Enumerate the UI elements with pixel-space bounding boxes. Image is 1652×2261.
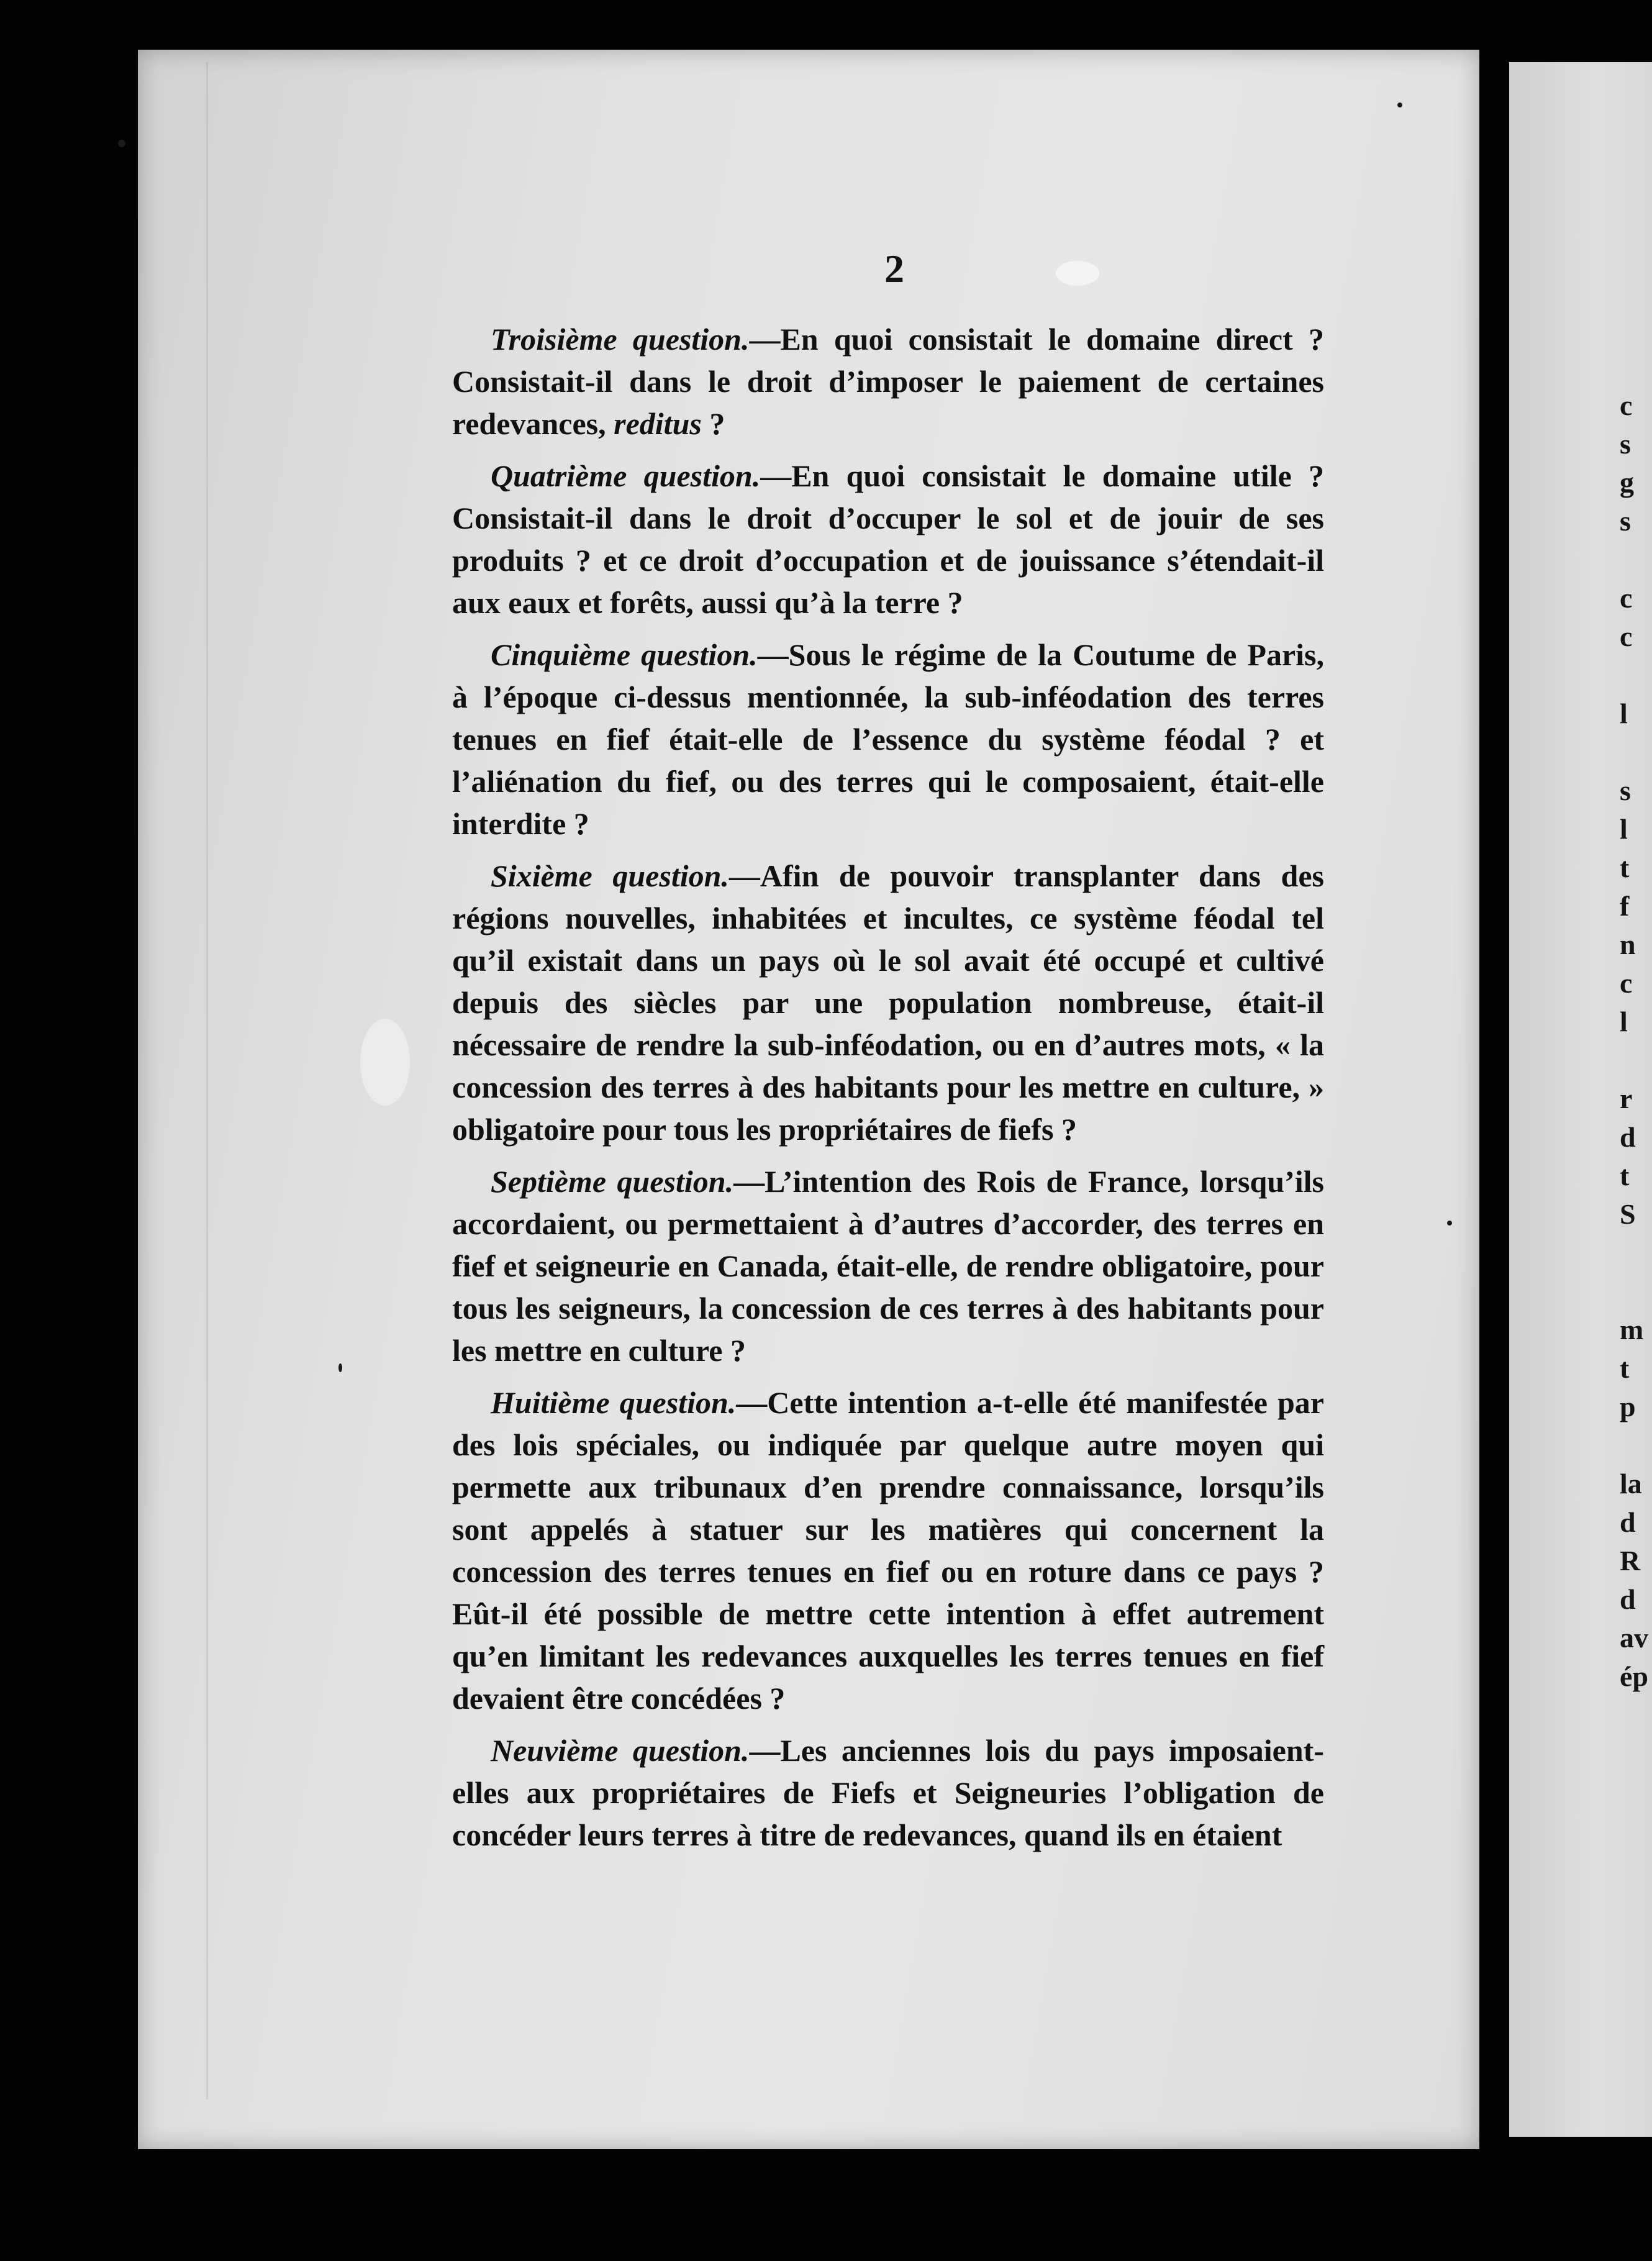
paragraph-question-3 — [452, 318, 1324, 445]
paragraph-question-4 — [452, 455, 1324, 624]
paragraph-question-6 — [452, 855, 1324, 1150]
scan-speck — [1447, 1221, 1452, 1226]
question-text: —Cette intention a-t-elle été manifestée par des lois spéciales, ou indiquée par quelque autre moyen qui permette aux tribunaux d’en prendre connaissance, lorsqu’ils sont appelés à statuer sur les matières qui concernent la concession des terres tenues en fief ou en roture dans ce pays ? Eût-il été possible de mettre cette intention à effet autrement qu’en limitant les redevances auxquelles les terres tenues en fief devaient être concédées ? — [452, 1385, 1324, 1716]
paragraph-question-9 — [452, 1729, 1324, 1856]
question-label: Neuvième question. — [491, 1733, 750, 1768]
question-label: Sixième question. — [491, 858, 729, 893]
body-text — [452, 318, 1324, 1866]
paragraph-question-5 — [452, 634, 1324, 845]
scan-speck — [118, 140, 125, 147]
question-text: —En quoi consistait le domaine utile ? Consistait-il dans le droit d’occuper le sol et de jouir de ses produits ? et ce droit d’occupation et de jouissance s’étendait-il aux eaux et forêts, aussi qu’à la terre ? — [452, 458, 1325, 620]
scan-speck — [1397, 102, 1402, 107]
scan-speck — [1056, 261, 1099, 286]
scan-speck — [338, 1363, 342, 1372]
question-text: —Les anciennes lois du pays imposaient-elles aux propriétaires de Fiefs et Seigneuries l’obligation de concéder leurs terres à titre de redevances, quand ils en étaient — [452, 1733, 1324, 1852]
adjacent-page-fragments: c s g s c c l s l t f n c l r d t S m t p la d R d av ép — [1620, 389, 1648, 1692]
paragraph-question-8 — [452, 1381, 1324, 1719]
question-label: Cinquième question. — [491, 637, 758, 672]
question-label: Septième question. — [491, 1164, 734, 1199]
question-text: —En quoi consistait le domaine direct ? Consistait-il dans le droit d’imposer le paiement de certaines redevances, — [452, 322, 1324, 441]
question-text: —L’intention des Rois de France, lorsqu’ils accordaient, ou permettaient à d’autres d’accorder, des terres en fief et seigneurie en Canada, était-elle, de rendre obligatoire, pour tous les seigneurs, la concession de ces terres à des habitants pour les mettre en culture ? — [452, 1164, 1324, 1368]
question-text: —Afin de pouvoir transplanter dans des régions nouvelles, inhabitées et incultes, ce système féodal tel qu’il existait dans un pays où le sol avait été occupé et cultivé depuis des siècles par une population nombreuse, était-il nécessaire de rendre la sub-inféodation, ou en d’autres mots, « la concession des terres à des habitants pour les mettre en culture, » obligatoire pour tous les propriétaires de fiefs ? — [452, 858, 1324, 1147]
question-label: Troisième question. — [491, 322, 750, 357]
question-label: Huitième question. — [491, 1385, 737, 1420]
scan-speck — [360, 1019, 410, 1106]
paragraph-question-7 — [452, 1160, 1324, 1372]
question-tail: ? — [701, 406, 725, 441]
question-text: —Sous le régime de la Coutume de Paris, à l’époque ci-dessus mentionnée, la sub-inféodation des terres tenues en fief était-elle de l’essence du système féodal ? et l’aliénation du fief, ou des terres qui le composaient, était-elle interdite ? — [452, 637, 1325, 841]
page-number: 2 — [884, 247, 904, 291]
latin-term: reditus — [614, 406, 702, 441]
question-label: Quatrième question. — [491, 458, 761, 493]
